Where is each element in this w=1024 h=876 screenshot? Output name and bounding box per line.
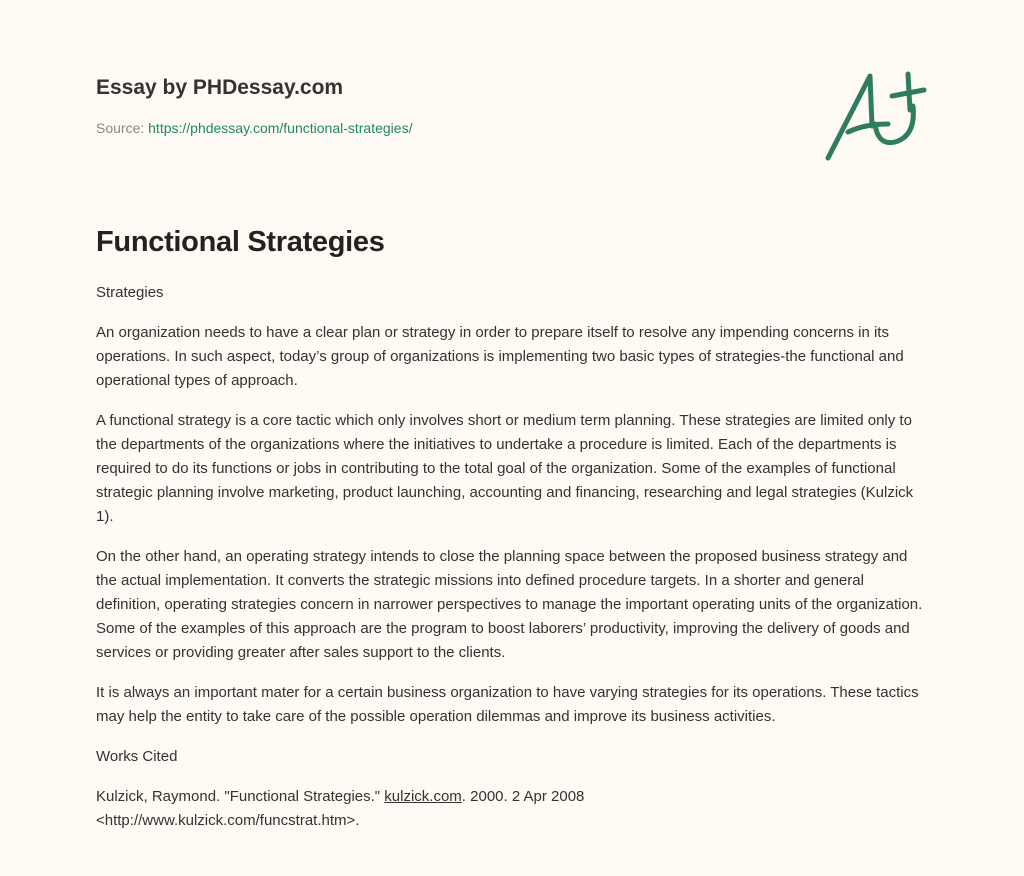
citation-url: <http://www.kulzick.com/funcstrat.htm>.: [96, 812, 360, 829]
citation: [96, 785, 931, 833]
citation-date: . 2000. 2 Apr 2008: [461, 788, 585, 805]
paragraph: A functional strategy is a core tactic which only involves short or medium term planning. These strategies are limited only to the departments of the organizations where the initiatives to undertake a procedure is limited. Each of the departments is required to do its functions or jobs in contributing to the total goal of the organization. Some of the examples of functional strategic planning involve marketing, product launching, accounting and financing, researching and legal strategies (Kulzick 1).: [96, 412, 914, 525]
citation-text: Kulzick, Raymond. "Functional Strategies.": [96, 788, 385, 805]
paragraph-subtitle: Strategies: [96, 284, 164, 301]
paragraph: An organization needs to have a clear plan or strategy in order to prepare itself to resolve any impending concerns in its operations. In such aspect, today’s group of organizations is implementing two basic types of strategies-the functional and operational types of approach.: [96, 324, 904, 389]
essay-title: Functional Strategies: [96, 226, 385, 258]
paragraph: On the other hand, an operating strategy intends to close the planning space between the proposed business strategy and the actual implementation. It converts the strategic missions into defined procedure targets. In a shorter and general definition, operating strategies concern in narrower perspectives to manage the important operating units of the organization. Some of the examples of this approach are the program to boost laborers’ productivity, improving the delivery of goods and services or providing greater after sales support to the clients.: [96, 548, 923, 661]
header: [96, 76, 412, 136]
source-label: Source:: [96, 120, 145, 136]
source-line: [96, 120, 412, 136]
citation-link[interactable]: kulzick.com: [384, 788, 462, 805]
a-plus-logo-icon: [820, 66, 930, 166]
brand-title: Essay by PHDessay.com: [96, 76, 344, 99]
source-link[interactable]: https://phdessay.com/functional-strategies/: [148, 120, 413, 136]
essay-content: [96, 226, 931, 849]
paragraph: It is always an important mater for a certain business organization to have varying strategies for its operations. These tactics may help the entity to take care of the possible operation dilemmas and improve its business activities.: [96, 684, 919, 725]
works-cited-heading: Works Cited: [96, 748, 178, 765]
